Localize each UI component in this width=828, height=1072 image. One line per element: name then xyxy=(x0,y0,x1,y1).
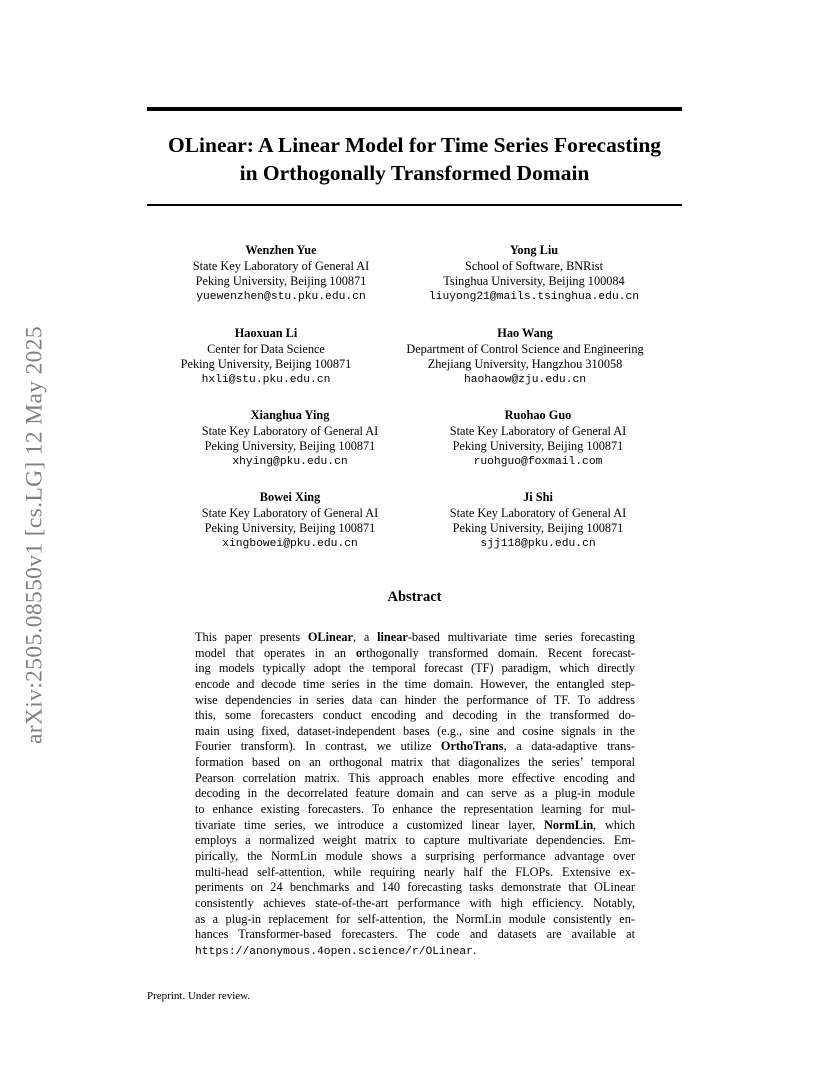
author-email[interactable]: ruohguo@foxmail.com xyxy=(473,455,603,468)
abstract-line: tivariate time series, we introduce a customized linear layer, NormLin, which xyxy=(195,817,636,832)
author-affiliation: Peking University, Beijing 100871 xyxy=(195,274,367,288)
abstract-line: encode and decode time series in the time domain. However, the entangled step- xyxy=(195,676,635,691)
abstract-line: model that operates in an orthogonally transformed domain. Recent forecast- xyxy=(195,645,636,660)
abstract-line: formation based on an orthogonal matrix that diagonalizes the series’ temporal xyxy=(195,755,635,770)
abstract-line: wise dependencies in series data can hinder the performance of TF. To address xyxy=(195,692,635,707)
abstract-line: Fourier transform). In contrast, we utilize OrthoTrans, a data-adaptive trans- xyxy=(195,739,636,754)
abstract-line: https://anonymous.4open.science/r/OLinear. xyxy=(195,942,477,958)
author-affiliation: Peking University, Beijing 100871 xyxy=(204,439,376,453)
emphasis-linear: linear xyxy=(377,630,408,644)
author-block xyxy=(116,326,416,388)
author-name: Wenzhen Yue xyxy=(245,243,317,257)
author-name: Bowei Xing xyxy=(259,490,321,504)
author-affiliation: Department of Control Science and Engineering xyxy=(406,341,644,356)
author-affiliation: State Key Laboratory of General AI xyxy=(449,505,627,520)
abstract-line: consistently achieves state-of-the-art performance with high efficiency. Notably, xyxy=(195,895,635,910)
abstract-line: Pearson correlation matrix. This approach enables more effective encoding and xyxy=(195,770,635,785)
title-line-2: in Orthogonally Transformed Domain xyxy=(239,161,590,185)
abstract-heading: Abstract xyxy=(387,589,442,605)
abstract-line: decoding in the decorrelated feature domain and can serve as a plug-in module xyxy=(195,786,635,801)
author-block xyxy=(388,490,688,552)
abstract-line: pirically, the NormLin module shows a surprising performance advantage over xyxy=(195,848,635,863)
abstract-line: multi-head self-attention, while requiring nearly half the FLOPs. Extensive ex- xyxy=(195,864,635,879)
author-affiliation: State Key Laboratory of General AI xyxy=(449,423,627,438)
arxiv-id: arXiv:2505.08550v1 [cs.LG] 12 May 2025 xyxy=(21,326,48,744)
title-line-1: OLinear: A Linear Model for Time Series Forecasting xyxy=(167,133,662,157)
author-block xyxy=(384,243,684,305)
author-affiliation: Peking University, Beijing 100871 xyxy=(452,521,624,535)
abstract-line: as a plug-in replacement for self-attention, the NormLin module consistently en- xyxy=(195,911,635,926)
author-affiliation: Center for Data Science xyxy=(207,341,325,356)
abstract-line: This paper presents OLinear, a linear-based multivariate time series forecasting xyxy=(195,630,635,644)
model-name: OLinear xyxy=(307,630,353,644)
author-name: Haoxuan Li xyxy=(234,326,298,340)
abstract-line: to enhance existing forecasters. To enhance the representation learning for mul- xyxy=(195,802,635,817)
author-email[interactable]: sjj118@pku.edu.cn xyxy=(480,537,596,550)
author-affiliation: State Key Laboratory of General AI xyxy=(201,505,379,520)
orthotrans-term: OrthoTrans xyxy=(440,739,504,754)
author-name: Hao Wang xyxy=(497,326,553,340)
title-bottom-rule xyxy=(147,204,682,206)
author-name: Ji Shi xyxy=(523,490,553,504)
author-affiliation: Peking University, Beijing 100871 xyxy=(180,357,352,371)
preprint-footer: Preprint. Under review. xyxy=(147,990,251,1002)
top-rule xyxy=(147,107,682,111)
author-name: Xianghua Ying xyxy=(250,408,330,422)
author-name: Yong Liu xyxy=(509,243,559,257)
normlin-term: NormLin xyxy=(543,817,594,832)
author-affiliation: Zhejiang University, Hangzhou 310058 xyxy=(427,357,623,371)
author-affiliation: Tsinghua University, Beijing 100084 xyxy=(443,274,625,288)
emphasis-o: o xyxy=(355,645,363,660)
author-email[interactable]: yuewenzhen@stu.pku.edu.cn xyxy=(196,290,366,303)
author-affiliation: Peking University, Beijing 100871 xyxy=(204,521,376,535)
author-email[interactable]: hxli@stu.pku.edu.cn xyxy=(201,373,331,386)
abstract-line: this, some forecasters conduct encoding and decoding in the transformed do- xyxy=(195,708,635,723)
author-email[interactable]: xingbowei@pku.edu.cn xyxy=(222,537,358,550)
author-affiliation: School of Software, BNRist xyxy=(465,258,603,273)
author-affiliation: Peking University, Beijing 100871 xyxy=(452,439,624,453)
author-block xyxy=(388,408,688,470)
abstract-line: hances Transformer-based forecasters. The code and datasets are available at xyxy=(195,927,635,942)
author-affiliation: State Key Laboratory of General AI xyxy=(201,423,379,438)
abstract-body xyxy=(195,630,635,958)
code-url-link[interactable]: https://anonymous.4open.science/r/OLinear xyxy=(195,945,473,958)
abstract-line: employs a normalized weight matrix to capture multivariate dependencies. Em- xyxy=(195,833,635,848)
author-block xyxy=(375,326,675,388)
author-email[interactable]: liuyong21@mails.tsinghua.edu.cn xyxy=(428,290,640,303)
paper-title xyxy=(147,131,682,187)
author-name: Ruohao Guo xyxy=(504,408,572,422)
abstract-line: ing models typically adopt the temporal forecast (TF) paradigm, which directly xyxy=(195,661,635,676)
author-email[interactable]: xhying@pku.edu.cn xyxy=(232,455,348,468)
abstract-line: main using fixed, dataset-independent bases (e.g., sine and cosine signals in the xyxy=(195,723,635,738)
author-email[interactable]: haohaow@zju.edu.cn xyxy=(463,373,587,386)
abstract-line: periments on 24 benchmarks and 140 forecasting tasks demonstrate that OLinear xyxy=(195,880,635,895)
author-affiliation: State Key Laboratory of General AI xyxy=(192,258,370,273)
